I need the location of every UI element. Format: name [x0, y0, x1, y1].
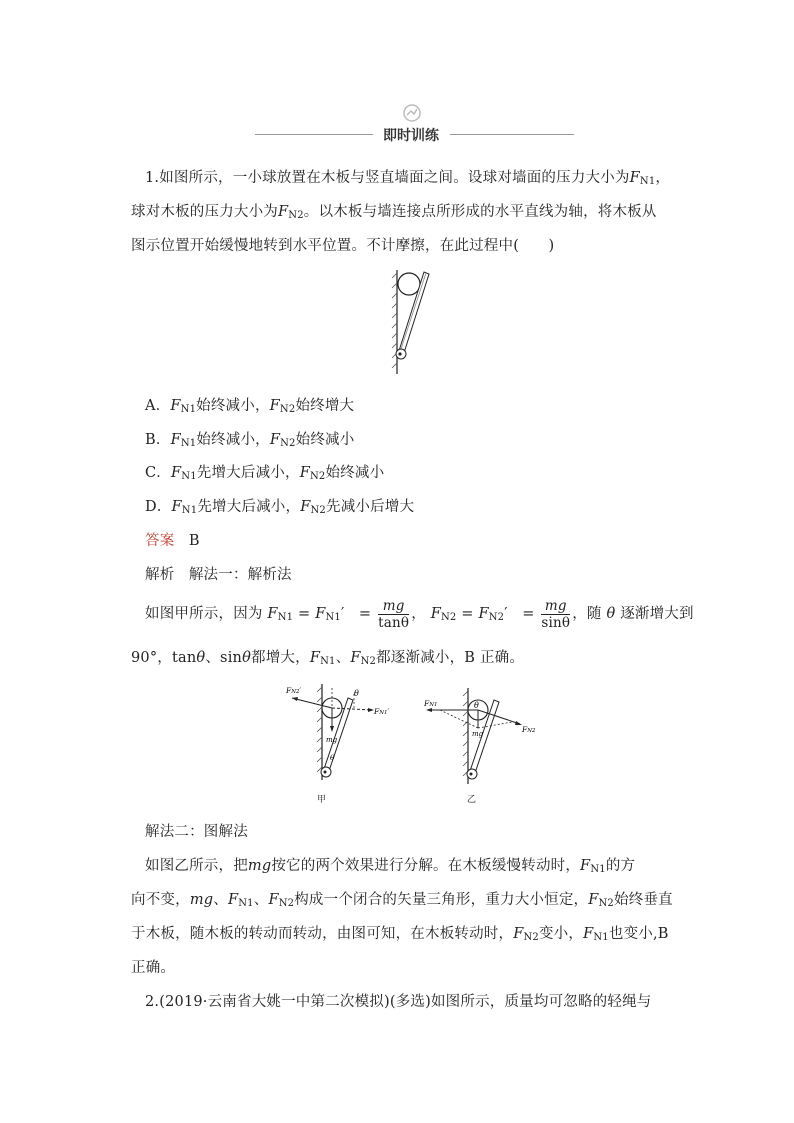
answer-value: B [188, 533, 200, 549]
method2-line-4: 正确。 [131, 960, 176, 976]
analysis-label: 解析 [145, 567, 175, 583]
svg-text:FN2′: FN2′ [286, 686, 302, 695]
answer-label: 答案 [145, 533, 175, 549]
section-title: 即时训练 [383, 128, 439, 144]
fraction-mg-tan: $\frac{mg}{\tan\theta}$ [378, 597, 410, 631]
method2-line-3: 于木板，随木板的转动而转动，由图可知，在木板转动时，$F_{N2}$变小，$F_{N1}$也变小,B [131, 926, 669, 943]
svg-text:FN1′: FN1′ [374, 707, 390, 716]
q1-line-2: 球对木板的压力大小为$F_{N2}$。以木板与墙连接点所形成的水平直线为轴，将木板从 [131, 204, 657, 221]
svg-text:θ: θ [330, 753, 335, 762]
svg-text:FN2: FN2 [522, 725, 536, 734]
fraction-mg-sin: $\frac{mg}{\sin\theta}$ [541, 597, 571, 631]
answer-line [145, 531, 200, 551]
equation-line: 如图甲所示，因为 $F_{N1} = F_{N1}'$ = $\frac{mg}{\tan\theta}$ ， $F_{N2} = F_{N2}'$ = $\frac{mg}{\sin\theta}$ ，随 θ 逐渐增大到 [145, 597, 694, 631]
option-d: D．$F_{N1}$先增大后减小，$F_{N2}$先减小后增大 [145, 499, 415, 516]
svg-text:FN1: FN1 [424, 699, 438, 708]
q1-figure [385, 268, 435, 378]
q1-line-3: 图示位置开始缓慢地转到水平位置。不计摩擦，在此过程中( ) [131, 238, 555, 254]
figure-yi [420, 684, 550, 799]
method2-title: 解法二：图解法 [145, 824, 248, 840]
analysis-line: 解析 解法一：解析法 [145, 567, 292, 583]
header-rule-left [255, 134, 373, 135]
figure-jia-caption: 甲 [317, 795, 327, 805]
option-b: B．$F_{N1}$始终减小，$F_{N2}$始终减小 [145, 432, 355, 449]
option-c: C．$F_{N1}$先增大后减小，$F_{N2}$始终减小 [145, 465, 385, 482]
svg-text:θ: θ [474, 701, 479, 710]
figure-yi-caption: 乙 [467, 795, 477, 805]
option-a: A．$F_{N1}$始终减小，$F_{N2}$始终增大 [145, 398, 355, 415]
svg-text:mg: mg [326, 736, 338, 744]
method2-line-2: 向不变，mg、$F_{N1}$、$F_{N2}$构成一个闭合的矢量三角形，重力大小恒定，$F_{N2}$始终垂直 [131, 892, 673, 909]
figure-jia [282, 680, 402, 805]
q1-line-1: 1.如图所示，一小球放置在木板与竖直墙面之间。设球对墙面的压力大小为$F_{N1}$， [145, 170, 671, 187]
svg-text:θ: θ [354, 689, 359, 698]
analysis-line-2: 90°，tanθ、sinθ都增大，$F_{N1}$、$F_{N2}$都逐渐减小，B 正确。 [131, 650, 525, 667]
q2-line-1: 2.(2019·云南省大姚一中第二次模拟)(多选)如图所示，质量均可忽略的轻绳与 [145, 994, 652, 1010]
header-logo-icon [402, 103, 422, 123]
svg-text:mg: mg [472, 730, 484, 738]
header-rule-right [450, 134, 574, 135]
method2-line-1: 如图乙所示，把mg按它的两个效果进行分解。在木板缓慢转动时，$F_{N1}$的方 [145, 858, 636, 875]
